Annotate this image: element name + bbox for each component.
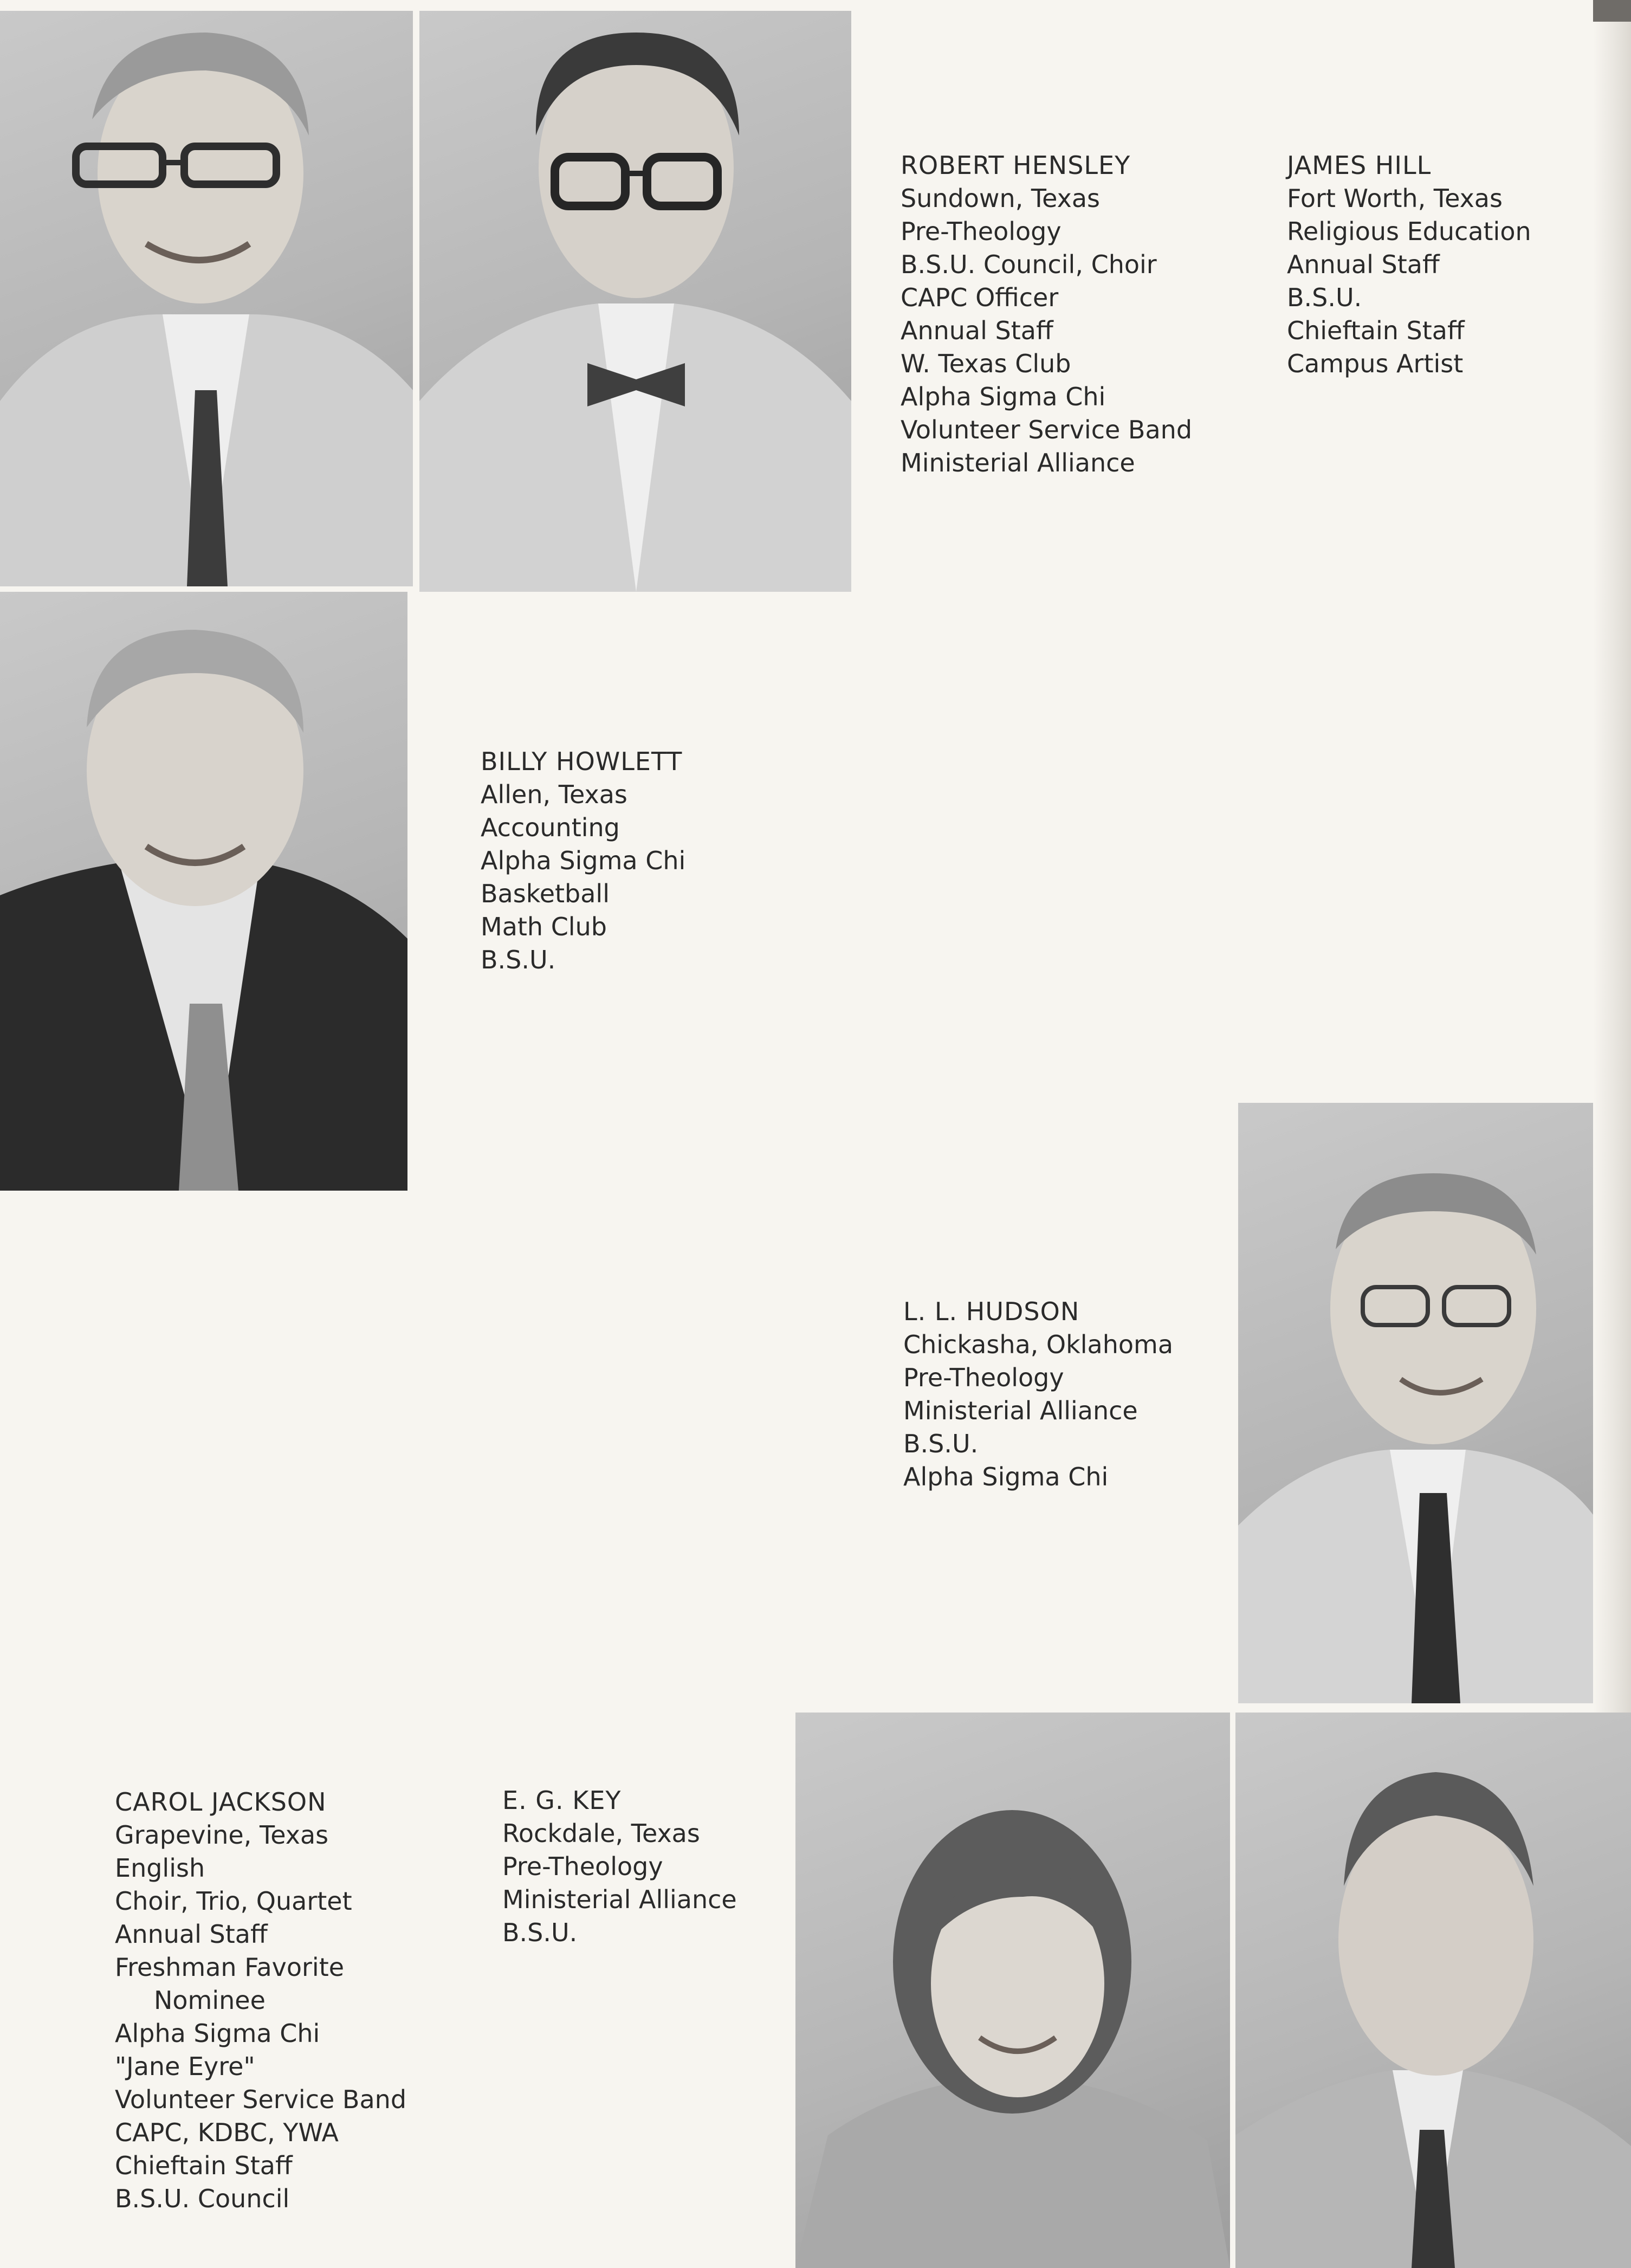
entry-line: B.S.U. Council, Choir bbox=[901, 250, 1157, 279]
portrait-man-glasses-light-suit-icon bbox=[0, 11, 413, 586]
caption-ll-hudson bbox=[903, 1295, 1173, 1494]
caption-carol-jackson bbox=[115, 1786, 406, 2215]
portrait-man-glasses-bowtie-icon bbox=[419, 11, 851, 592]
entry-line: Freshman Favorite bbox=[115, 1953, 345, 1982]
entry-line: Grapevine, Texas bbox=[115, 1820, 329, 1850]
entry-line: Annual Staff bbox=[115, 1920, 268, 1949]
entry-line: Chieftain Staff bbox=[1287, 316, 1465, 345]
entry-line: B.S.U. bbox=[1287, 283, 1362, 312]
entry-line: Annual Staff bbox=[1287, 250, 1440, 279]
entry-line: B.S.U. bbox=[903, 1429, 979, 1458]
entry-name: JAMES HILL bbox=[1287, 151, 1432, 180]
photo-robert-hensley bbox=[0, 11, 413, 586]
entry-line: Chickasha, Oklahoma bbox=[903, 1330, 1174, 1359]
portrait-older-man-icon bbox=[1235, 1713, 1631, 2268]
entry-line: Annual Staff bbox=[901, 316, 1053, 345]
entry-name: CAROL JACKSON bbox=[115, 1787, 327, 1817]
entry-line: W. Texas Club bbox=[901, 349, 1071, 378]
portrait-man-dark-suit-icon bbox=[0, 592, 407, 1191]
entry-line: Volunteer Service Band bbox=[115, 2085, 407, 2114]
entry-line: Alpha Sigma Chi bbox=[903, 1462, 1109, 1491]
entry-line: Math Club bbox=[481, 912, 607, 941]
entry-line: Alpha Sigma Chi bbox=[481, 846, 686, 875]
entry-line: Ministerial Alliance bbox=[903, 1396, 1138, 1425]
entry-line: Alpha Sigma Chi bbox=[115, 2019, 320, 2048]
entry-line: B.S.U. Council bbox=[115, 2184, 290, 2213]
entry-line: Pre-Theology bbox=[901, 217, 1062, 246]
caption-eg-key bbox=[502, 1784, 737, 1949]
entry-line: Fort Worth, Texas bbox=[1287, 184, 1503, 213]
photo-billy-howlett bbox=[0, 592, 407, 1191]
entry-line: Chieftain Staff bbox=[115, 2151, 293, 2180]
entry-line: B.S.U. bbox=[481, 945, 556, 974]
photo-james-hill bbox=[419, 11, 851, 592]
entry-line: Rockdale, Texas bbox=[502, 1819, 700, 1848]
entry-line: Pre-Theology bbox=[903, 1363, 1064, 1392]
entry-line: English bbox=[115, 1853, 205, 1883]
portrait-older-man-glasses-icon bbox=[1238, 1103, 1593, 1703]
entry-line: Basketball bbox=[481, 879, 610, 908]
entry-line: "Jane Eyre" bbox=[115, 2052, 255, 2081]
entry-line: Allen, Texas bbox=[481, 780, 627, 809]
caption-billy-howlett bbox=[481, 745, 685, 977]
entry-line: CAPC Officer bbox=[901, 283, 1059, 312]
caption-robert-hensley bbox=[901, 149, 1192, 480]
entry-line: Volunteer Service Band bbox=[901, 415, 1193, 444]
entry-line: Ministerial Alliance bbox=[502, 1885, 737, 1914]
entry-name: BILLY HOWLETT bbox=[481, 747, 683, 776]
photo-eg-key bbox=[1235, 1713, 1631, 2268]
entry-line: Campus Artist bbox=[1287, 349, 1464, 378]
entry-line: CAPC, KDBC, YWA bbox=[115, 2118, 339, 2147]
photo-ll-hudson bbox=[1238, 1103, 1593, 1703]
page-corner bbox=[1593, 0, 1631, 22]
entry-line: Religious Education bbox=[1287, 217, 1531, 246]
entry-line: Nominee bbox=[154, 1986, 266, 2015]
entry-line: Ministerial Alliance bbox=[901, 448, 1135, 477]
entry-line: Choir, Trio, Quartet bbox=[115, 1886, 352, 1916]
entry-name: ROBERT HENSLEY bbox=[901, 151, 1131, 180]
entry-line: Sundown, Texas bbox=[901, 184, 1101, 213]
entry-line: B.S.U. bbox=[502, 1918, 578, 1947]
entry-name: L. L. HUDSON bbox=[903, 1297, 1080, 1326]
caption-james-hill bbox=[1287, 149, 1531, 380]
entry-line: Pre-Theology bbox=[502, 1852, 663, 1881]
portrait-woman-icon bbox=[795, 1713, 1230, 2268]
photo-carol-jackson bbox=[795, 1713, 1230, 2268]
entry-name: E. G. KEY bbox=[502, 1786, 622, 1815]
entry-line: Alpha Sigma Chi bbox=[901, 382, 1106, 411]
entry-line: Accounting bbox=[481, 813, 620, 842]
